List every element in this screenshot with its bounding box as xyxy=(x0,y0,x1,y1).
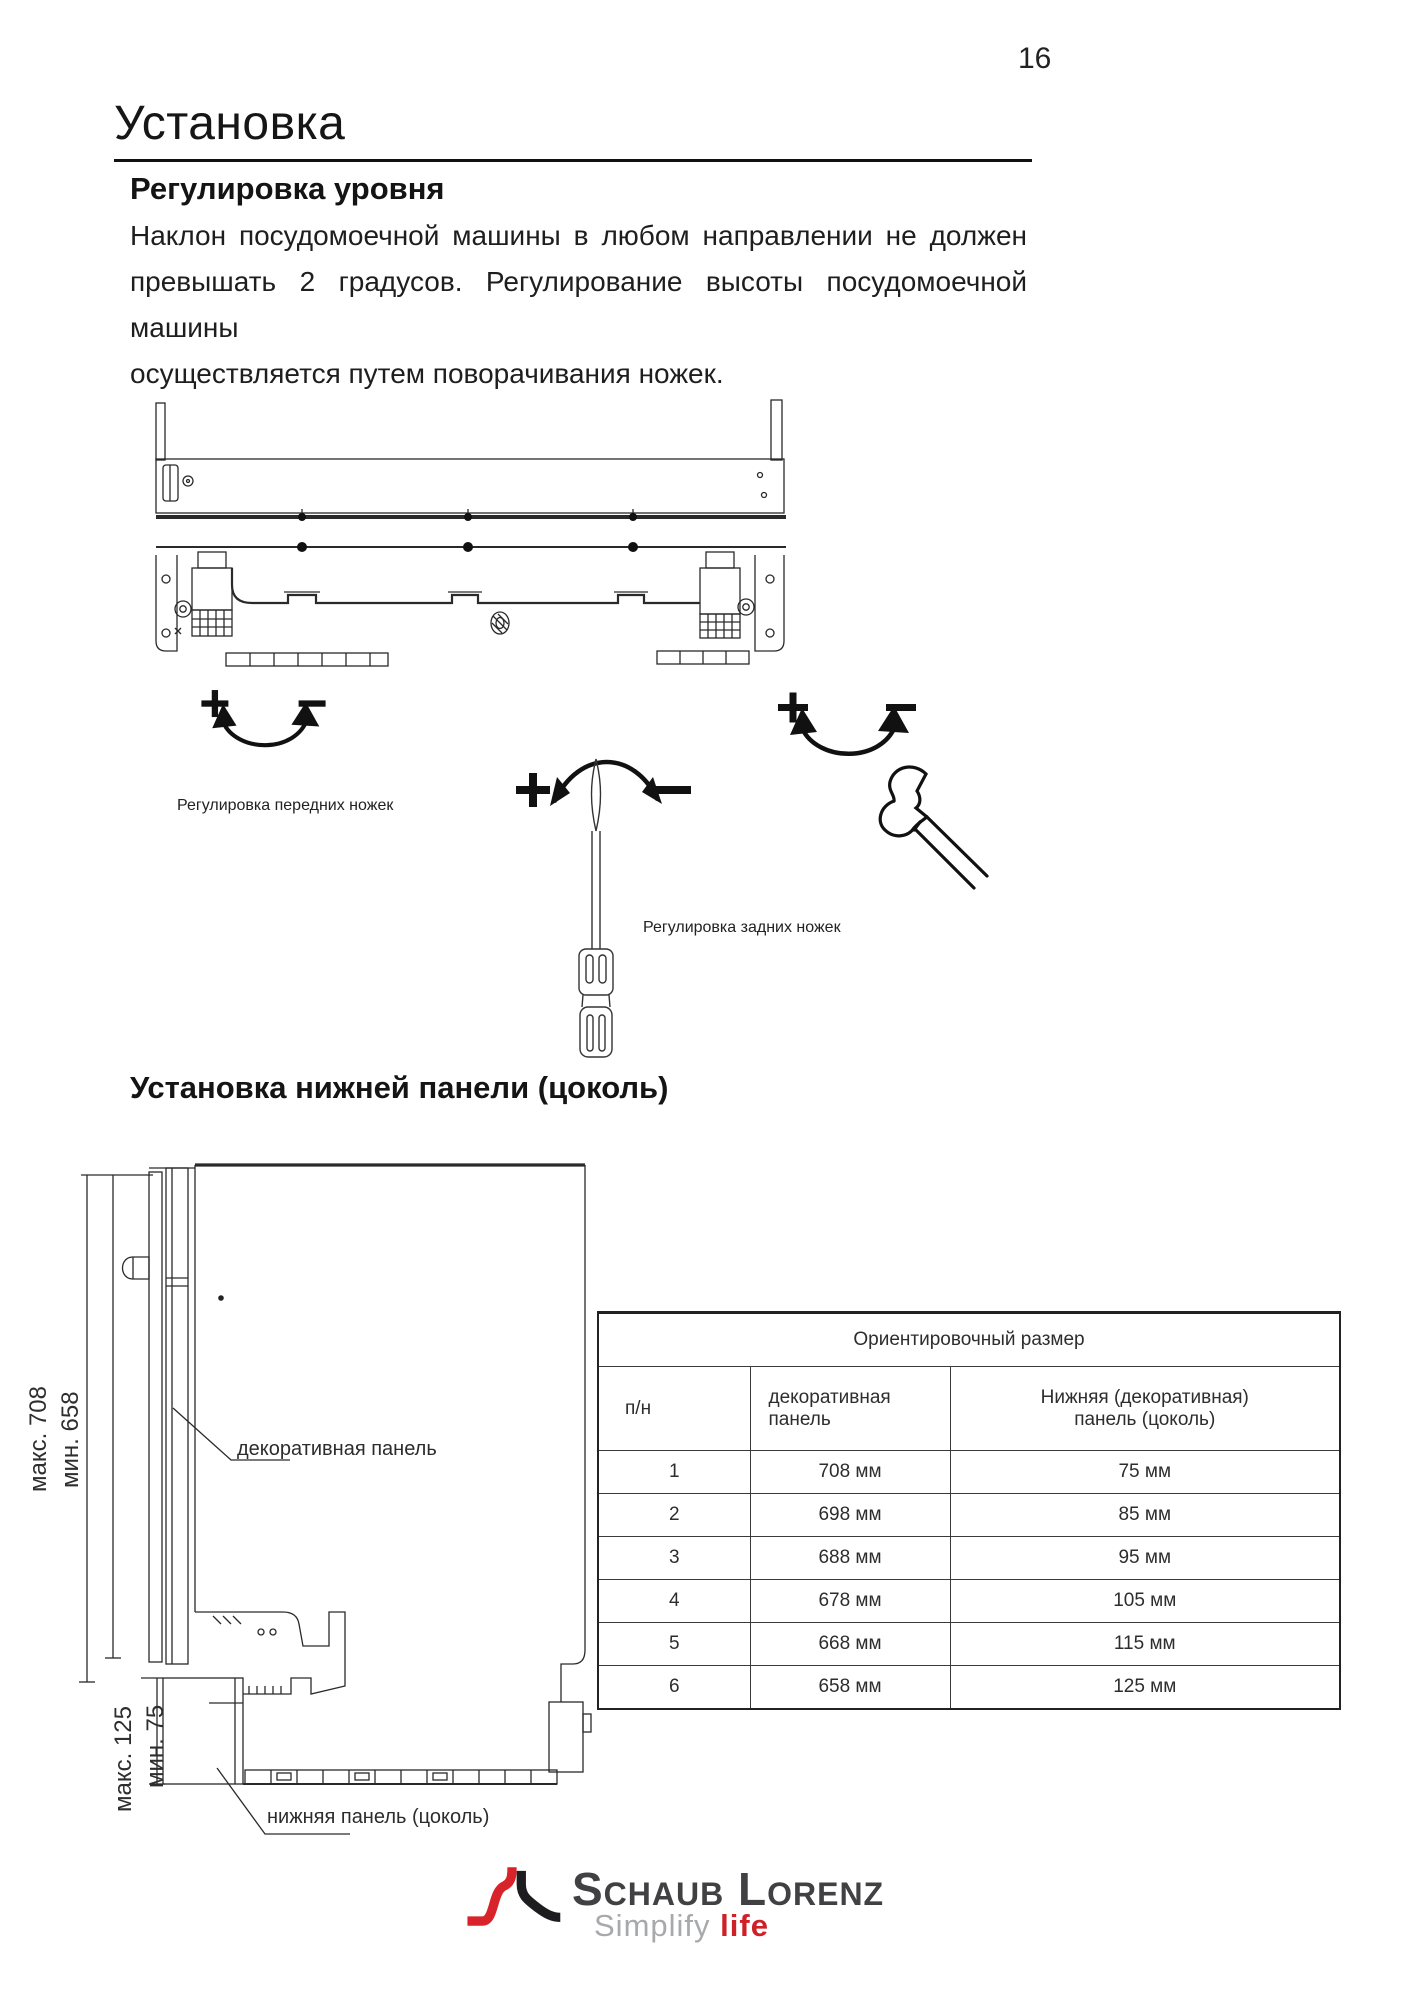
rotate-front-left-plus-minus-icon xyxy=(196,686,331,758)
table-row xyxy=(598,1451,1340,1494)
dishwasher-bottom-diagram xyxy=(130,395,790,675)
section-heading-leveling: Регулировка уровня xyxy=(130,171,445,206)
cell-decor: 688 мм xyxy=(750,1537,950,1580)
cell-plinth: 125 мм xyxy=(950,1666,1340,1710)
table-row xyxy=(598,1494,1340,1537)
rotate-front-right-plus-minus-icon xyxy=(772,688,922,768)
cell-num: 3 xyxy=(598,1537,750,1580)
cell-plinth: 75 мм xyxy=(950,1451,1340,1494)
page-number: 16 xyxy=(1018,42,1052,75)
dim-plinth-min-label: мин. 75 xyxy=(142,1704,169,1788)
decor-panel-label: декоративная панель xyxy=(237,1438,437,1460)
cell-plinth: 95 мм xyxy=(950,1537,1340,1580)
table-title: Ориентировочный размер xyxy=(598,1313,1340,1367)
cell-decor: 668 мм xyxy=(750,1623,950,1666)
paragraph-line: осуществляется путем поворачивания ножек. xyxy=(130,358,724,389)
brand-tagline xyxy=(594,1908,769,1944)
cell-num: 5 xyxy=(598,1623,750,1666)
table-row xyxy=(598,1580,1340,1623)
cell-num: 4 xyxy=(598,1580,750,1623)
cell-num: 6 xyxy=(598,1666,750,1710)
bottom-panel-label: нижняя панель (цоколь) xyxy=(267,1806,490,1828)
cell-decor: 708 мм xyxy=(750,1451,950,1494)
schaub-lorenz-logo-icon xyxy=(460,1862,564,1930)
screwdriver-icon xyxy=(577,757,615,1059)
page-title: Установка xyxy=(114,97,346,150)
cell-plinth: 105 мм xyxy=(950,1580,1340,1623)
cell-decor: 658 мм xyxy=(750,1666,950,1710)
front-feet-adjust-label: Регулировка передних ножек xyxy=(177,797,394,814)
col-header-num: п/н xyxy=(598,1367,750,1451)
col-header-decor: декоративная панель xyxy=(750,1367,950,1451)
cell-plinth: 115 мм xyxy=(950,1623,1340,1666)
tagline-word-simplify: Simplify xyxy=(594,1908,711,1943)
paragraph-line: Наклон посудомоечной машины в любом направлении не должен xyxy=(130,220,1027,251)
table-row xyxy=(598,1666,1340,1710)
cell-plinth: 85 мм xyxy=(950,1494,1340,1537)
size-table xyxy=(597,1311,1341,1710)
cell-decor: 678 мм xyxy=(750,1580,950,1623)
wrench-icon xyxy=(874,764,1014,896)
table-row xyxy=(598,1623,1340,1666)
tagline-word-life: life xyxy=(720,1908,769,1943)
dim-plinth-max-label: макс. 125 xyxy=(110,1706,137,1812)
cell-num: 1 xyxy=(598,1451,750,1494)
cell-num: 2 xyxy=(598,1494,750,1537)
dim-panel-max-label: макс. 708 xyxy=(25,1386,52,1492)
paragraph-line: превышать 2 градусов. Регулирование высоты посудомоечной машины xyxy=(130,266,1027,343)
rear-feet-adjust-label: Регулировка задних ножек xyxy=(643,919,841,936)
brand-name: Schaub Lorenz xyxy=(572,1863,885,1915)
title-rule xyxy=(114,159,1032,162)
cell-decor: 698 мм xyxy=(750,1494,950,1537)
table-row xyxy=(598,1537,1340,1580)
leveling-paragraph xyxy=(130,213,1027,397)
dim-panel-min-label: мин. 658 xyxy=(57,1391,84,1488)
section-heading-plinth: Установка нижней панели (цоколь) xyxy=(130,1070,669,1105)
col-header-plinth: Нижняя (декоративная) панель (цоколь) xyxy=(950,1367,1340,1451)
